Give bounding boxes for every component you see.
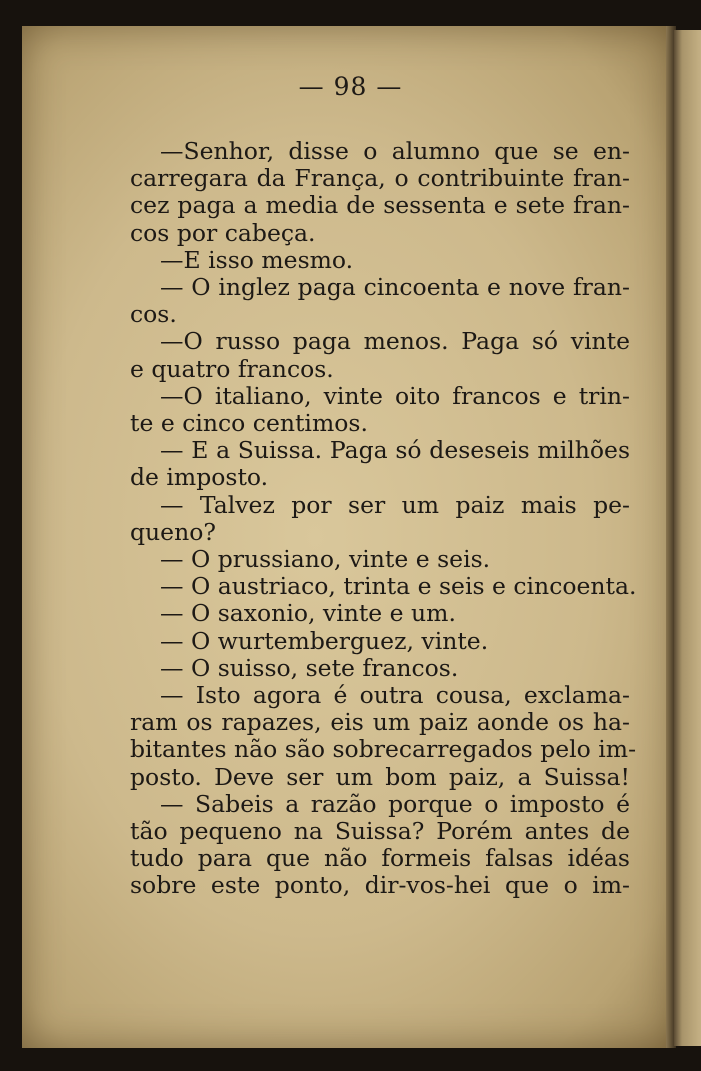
text-line: — O prussiano, vinte e seis. [160, 545, 491, 574]
text-line: —E isso mesmo. [160, 245, 354, 274]
text-line: cos por cabeça. [130, 218, 316, 247]
body-text [130, 137, 637, 900]
text-line: —O russo paga menos. Paga só vinte [160, 327, 630, 356]
page-number: — 98 — [298, 72, 403, 101]
text-line: cez paga a media de sessenta e sete fran- [130, 191, 630, 220]
text-line: — Isto agora é outra cousa, exclama- [160, 681, 630, 710]
text-line: — O suisso, sete francos. [160, 653, 459, 682]
text-line: ram os rapazes, eis um paiz aonde os ha- [130, 708, 630, 737]
text-line: bitantes não são sobrecarregados pelo im- [130, 735, 637, 764]
next-page-edge [674, 30, 701, 1046]
text-line: — O saxonio, vinte e um. [160, 599, 456, 628]
text-line: — O inglez paga cincoenta e nove fran- [160, 273, 630, 302]
text-line: — O austriaco, trinta e seis e cincoenta. [160, 572, 637, 601]
text-line: —O italiano, vinte oito francos e trin- [160, 381, 630, 410]
text-line: queno? [130, 517, 216, 546]
text-line: — Talvez por ser um paiz mais pe- [160, 490, 630, 519]
text-line: — O wurtemberguez, vinte. [160, 626, 489, 655]
text-line: — Sabeis a razão porque o imposto é [160, 789, 630, 818]
text-line: de imposto. [130, 463, 269, 492]
text-line: —Senhor, disse o alumno que se en- [160, 137, 630, 165]
text-line: cos. [130, 300, 177, 329]
text-line: — E a Suissa. Paga só deseseis milhões [160, 436, 630, 465]
text-line: tão pequeno na Suissa? Porém antes de [130, 817, 630, 846]
text-line: sobre este ponto, dir-vos-hei que o im- [130, 871, 630, 900]
text-line: e quatro francos. [130, 354, 334, 383]
text-line: carregara da França, o contribuinte fran- [130, 164, 630, 193]
text-line: posto. Deve ser um bom paiz, a Suissa! [130, 762, 630, 791]
text-line: tudo para que não formeis falsas idéas [130, 844, 630, 873]
text-line: te e cinco centimos. [130, 409, 368, 438]
